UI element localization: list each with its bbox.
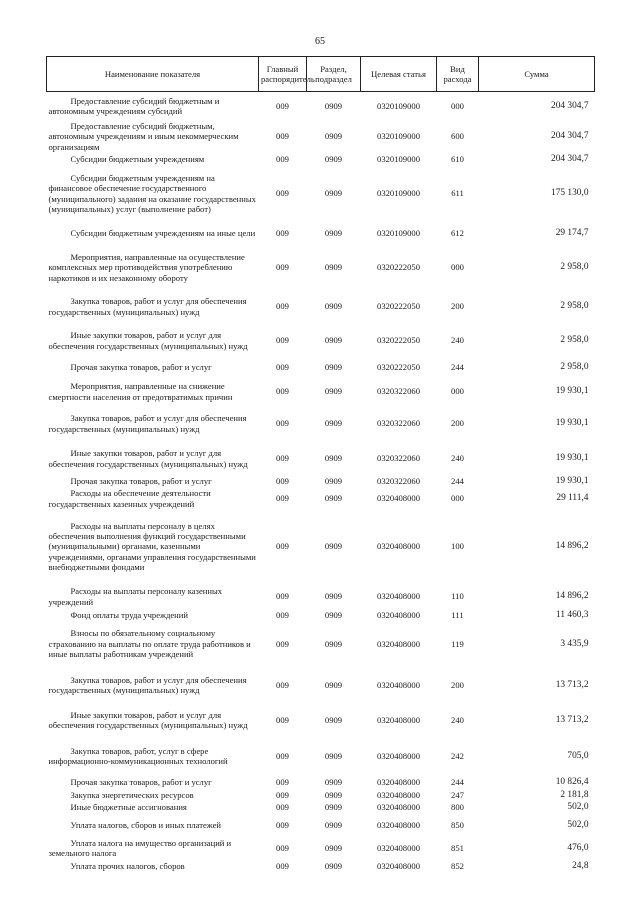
- cell-rz: 0909: [324, 418, 343, 429]
- cell-vr: 610: [451, 154, 464, 165]
- cell-sum: 19 930,1: [555, 476, 589, 487]
- cell-gr: 009: [276, 301, 289, 312]
- cell-gr: 009: [276, 493, 289, 504]
- cell-sum: 2 958,0: [560, 262, 589, 273]
- row-name-text: Закупка товаров, работ и услуг для обеспечения государственных (муниципальных) нужд: [48, 413, 247, 434]
- cell-name: [47, 166, 259, 222]
- cell-gr: 009: [276, 335, 289, 346]
- cell-rz: 0909: [324, 819, 343, 830]
- cell-sum: 14 896,2: [555, 541, 589, 552]
- table-row: [47, 610, 595, 620]
- row-name-text: Расходы на обеспечение деятельности государственных казенных учреждений: [48, 488, 211, 509]
- cell-sum: 2 958,0: [560, 362, 589, 373]
- row-name-text: Расходы на выплаты персоналу казенных учреждений: [48, 586, 223, 607]
- cell-name: [47, 610, 259, 620]
- cell-cs: 0320322060: [377, 418, 420, 429]
- cell-cs: 0320408000: [377, 789, 420, 800]
- cell-rz: 0909: [324, 714, 343, 725]
- cell-cs: 0320408000: [377, 819, 420, 830]
- cell-sum: 19 930,1: [555, 418, 589, 429]
- cell-vr: 240: [451, 453, 464, 464]
- table-row: [47, 476, 595, 488]
- cell-cs: 0320222050: [377, 362, 420, 373]
- cell-gr: 009: [276, 819, 289, 830]
- table-header: [47, 57, 595, 92]
- cell-sum: 204 304,7: [551, 100, 589, 111]
- table-row: [47, 324, 595, 358]
- cell-rz: 0909: [324, 801, 343, 812]
- cell-name: [47, 442, 259, 476]
- cell-name: [47, 92, 259, 120]
- cell-rz: 0909: [324, 228, 343, 239]
- cell-rz: 0909: [324, 860, 343, 871]
- cell-cs: 0320408000: [377, 750, 420, 761]
- cell-vr: 000: [451, 386, 464, 397]
- cell-gr: 009: [276, 100, 289, 111]
- row-name-text: Субсидии бюджетным учреждениям на иные цели: [70, 228, 256, 239]
- cell-sum: 705,0: [567, 750, 589, 761]
- cell-vr: 244: [451, 476, 464, 487]
- cell-cs: 0320408000: [377, 860, 420, 871]
- table-row: [47, 358, 595, 378]
- cell-sum: 2 181,8: [560, 789, 589, 800]
- table-row: [47, 584, 595, 610]
- table-row: [47, 378, 595, 406]
- table-row: [47, 290, 595, 324]
- cell-sum: 502,0: [567, 801, 589, 812]
- cell-gr: 009: [276, 188, 289, 199]
- cell-gr: 009: [276, 638, 289, 649]
- row-name-text: Закупка товаров, работ и услуг для обеспечения государственных (муниципальных) нужд: [48, 674, 247, 695]
- cell-cs: 0320322060: [377, 476, 420, 487]
- table-row: [47, 800, 595, 814]
- cell-name: [47, 378, 259, 406]
- cell-rz: 0909: [324, 679, 343, 690]
- cell-gr: 009: [276, 262, 289, 273]
- cell-cs: 0320408000: [377, 609, 420, 620]
- row-name-text: Иные закупки товаров, работ и услуг для обеспечения государственных (муниципальных) нужд: [48, 330, 248, 351]
- table-row: [47, 790, 595, 800]
- cell-rz: 0909: [324, 750, 343, 761]
- cell-sum: 13 713,2: [555, 679, 589, 690]
- cell-cs: 0320109000: [377, 228, 420, 239]
- row-name-text: Уплата прочих налогов, сборов: [70, 860, 185, 871]
- cell-name: [47, 476, 259, 488]
- cell-cs: 0320109000: [377, 154, 420, 165]
- cell-vr: 200: [451, 679, 464, 690]
- row-name-text: Мероприятия, направленные на осуществление комплексных мер противодействия употреблению наркотиков и их незаконному обороту: [48, 252, 245, 283]
- cell-sum: 476,0: [567, 842, 589, 853]
- column-header-vr: Вид расхода: [437, 57, 479, 92]
- cell-sum: 204 304,7: [551, 154, 589, 165]
- cell-cs: 0320408000: [377, 591, 420, 602]
- cell-cs: 0320408000: [377, 493, 420, 504]
- cell-gr: 009: [276, 714, 289, 725]
- cell-cs: 0320109000: [377, 100, 420, 111]
- column-header-gr: Главный распорядитель: [259, 57, 307, 92]
- cell-name: [47, 154, 259, 166]
- cell-vr: 200: [451, 301, 464, 312]
- cell-name: [47, 774, 259, 790]
- cell-gr: 009: [276, 609, 289, 620]
- cell-vr: 850: [451, 819, 464, 830]
- cell-gr: 009: [276, 776, 289, 787]
- cell-sum: 24,8: [572, 860, 589, 871]
- cell-gr: 009: [276, 228, 289, 239]
- cell-vr: 111: [451, 609, 464, 620]
- table-row: [47, 860, 595, 872]
- table-row: [47, 222, 595, 246]
- cell-name: [47, 860, 259, 872]
- cell-sum: 2 958,0: [560, 301, 589, 312]
- cell-vr: 600: [451, 131, 464, 142]
- table-row: [47, 488, 595, 510]
- cell-cs: 0320408000: [377, 714, 420, 725]
- table-row: [47, 738, 595, 774]
- table-row: [47, 246, 595, 290]
- cell-cs: 0320408000: [377, 842, 420, 853]
- cell-cs: 0320408000: [377, 541, 420, 552]
- cell-cs: 0320109000: [377, 188, 420, 199]
- cell-vr: 240: [451, 714, 464, 725]
- row-name-text: Прочая закупка товаров, работ и услуг: [70, 362, 212, 373]
- cell-gr: 009: [276, 860, 289, 871]
- page-number: 65: [315, 36, 325, 47]
- cell-sum: 502,0: [567, 819, 589, 830]
- cell-sum: 19 930,1: [555, 453, 589, 464]
- cell-gr: 009: [276, 801, 289, 812]
- cell-cs: 0320109000: [377, 131, 420, 142]
- cell-rz: 0909: [324, 541, 343, 552]
- cell-name: [47, 584, 259, 610]
- cell-name: [47, 836, 259, 860]
- cell-vr: 240: [451, 335, 464, 346]
- cell-sum: 14 896,2: [555, 591, 589, 602]
- cell-cs: 0320322060: [377, 453, 420, 464]
- cell-name: [47, 668, 259, 702]
- cell-vr: 110: [451, 591, 464, 602]
- cell-name: [47, 702, 259, 738]
- cell-name: [47, 222, 259, 246]
- cell-name: [47, 488, 259, 510]
- row-name-text: Иные бюджетные ассигнования: [70, 801, 187, 812]
- table-row: [47, 154, 595, 166]
- cell-rz: 0909: [324, 335, 343, 346]
- cell-vr: 119: [451, 638, 464, 649]
- table-row: [47, 774, 595, 790]
- table-row: [47, 510, 595, 584]
- row-name-text: Фонд оплаты труда учреждений: [70, 609, 188, 620]
- table-row: [47, 166, 595, 222]
- cell-sum: 13 713,2: [555, 714, 589, 725]
- cell-rz: 0909: [324, 776, 343, 787]
- table-row: [47, 442, 595, 476]
- cell-rz: 0909: [324, 154, 343, 165]
- cell-rz: 0909: [324, 362, 343, 373]
- cell-vr: 244: [451, 776, 464, 787]
- column-header-sum: Сумма: [479, 57, 595, 92]
- cell-sum: 2 958,0: [560, 335, 589, 346]
- cell-vr: 852: [451, 860, 464, 871]
- table-row: [47, 406, 595, 442]
- budget-table: [46, 56, 595, 872]
- cell-vr: 247: [451, 789, 464, 800]
- cell-gr: 009: [276, 842, 289, 853]
- cell-gr: 009: [276, 679, 289, 690]
- cell-rz: 0909: [324, 301, 343, 312]
- cell-cs: 0320322060: [377, 386, 420, 397]
- cell-gr: 009: [276, 476, 289, 487]
- row-name-text: Расходы на выплаты персоналу в целях обеспечения выполнения функций государственными (муниципальными) органами, казенными учреждениями, органами управления государственными внебюджетными фондами: [48, 520, 256, 572]
- cell-gr: 009: [276, 154, 289, 165]
- row-name-text: Закупка товаров, работ, услуг в сфере информационно-коммуникационных технологий: [48, 745, 228, 766]
- row-name-text: Уплата налогов, сборов и иных платежей: [70, 819, 222, 830]
- column-header-name: Наименование показателя: [47, 57, 259, 92]
- cell-cs: 0320222050: [377, 335, 420, 346]
- cell-sum: 11 460,3: [556, 609, 589, 620]
- cell-gr: 009: [276, 386, 289, 397]
- cell-rz: 0909: [324, 100, 343, 111]
- cell-name: [47, 324, 259, 358]
- cell-sum: 19 930,1: [555, 386, 589, 397]
- column-header-cs: Целевая статья: [361, 57, 437, 92]
- cell-vr: 851: [451, 842, 464, 853]
- cell-vr: 200: [451, 418, 464, 429]
- row-name-text: Прочая закупка товаров, работ и услуг: [70, 776, 212, 787]
- cell-sum: 3 435,9: [560, 638, 589, 649]
- row-name-text: Закупка энергетических ресурсов: [70, 789, 194, 800]
- cell-name: [47, 406, 259, 442]
- cell-name: [47, 620, 259, 668]
- table-row: [47, 92, 595, 120]
- row-name-text: Иные закупки товаров, работ и услуг для обеспечения государственных (муниципальных) нужд: [48, 448, 248, 469]
- cell-name: [47, 358, 259, 378]
- cell-name: [47, 814, 259, 836]
- table-row: [47, 702, 595, 738]
- cell-vr: 000: [451, 100, 464, 111]
- cell-vr: 000: [451, 262, 464, 273]
- row-name-text: Уплата налога на имущество организаций и земельного налога: [48, 837, 232, 858]
- cell-gr: 009: [276, 418, 289, 429]
- cell-name: [47, 290, 259, 324]
- cell-cs: 0320222050: [377, 262, 420, 273]
- cell-cs: 0320408000: [377, 679, 420, 690]
- cell-name: [47, 510, 259, 584]
- cell-sum: 10 826,4: [555, 776, 589, 787]
- cell-name: [47, 120, 259, 154]
- table-row: [47, 668, 595, 702]
- cell-rz: 0909: [324, 789, 343, 800]
- row-name-text: Взносы по обязательному социальному страхованию на выплаты по оплате труда работников и иные выплаты работникам учреждений: [48, 628, 251, 659]
- cell-rz: 0909: [324, 638, 343, 649]
- table-row: [47, 120, 595, 154]
- cell-cs: 0320408000: [377, 638, 420, 649]
- table-row: [47, 814, 595, 836]
- cell-gr: 009: [276, 750, 289, 761]
- cell-cs: 0320222050: [377, 301, 420, 312]
- cell-rz: 0909: [324, 842, 343, 853]
- cell-vr: 611: [451, 188, 464, 199]
- cell-rz: 0909: [324, 262, 343, 273]
- cell-gr: 009: [276, 789, 289, 800]
- cell-gr: 009: [276, 591, 289, 602]
- cell-name: [47, 246, 259, 290]
- cell-vr: 244: [451, 362, 464, 373]
- row-name-text: Предоставление субсидий бюджетным, автономным учреждениям и иным некоммерческим организациям: [48, 121, 239, 152]
- cell-rz: 0909: [324, 476, 343, 487]
- row-name-text: Субсидии бюджетным учреждениям на финансовое обеспечение государственного (муниципального) задания на оказание государственных (муниципальных) услуг (выполнение работ): [48, 173, 256, 214]
- cell-rz: 0909: [324, 188, 343, 199]
- row-name-text: Закупка товаров, работ и услуг для обеспечения государственных (муниципальных) нужд: [48, 296, 247, 317]
- cell-gr: 009: [276, 453, 289, 464]
- cell-sum: 29 174,7: [555, 228, 589, 239]
- cell-cs: 0320408000: [377, 776, 420, 787]
- column-header-rz: Раздел, подраздел: [307, 57, 361, 92]
- cell-cs: 0320408000: [377, 801, 420, 812]
- row-name-text: Субсидии бюджетным учреждениям: [70, 154, 205, 165]
- cell-vr: 800: [451, 801, 464, 812]
- cell-gr: 009: [276, 362, 289, 373]
- cell-rz: 0909: [324, 609, 343, 620]
- cell-vr: 242: [451, 750, 464, 761]
- cell-rz: 0909: [324, 131, 343, 142]
- cell-name: [47, 800, 259, 814]
- cell-gr: 009: [276, 131, 289, 142]
- table-row: [47, 836, 595, 860]
- row-name-text: Прочая закупка товаров, работ и услуг: [70, 476, 212, 487]
- cell-vr: 612: [451, 228, 464, 239]
- cell-rz: 0909: [324, 493, 343, 504]
- cell-rz: 0909: [324, 591, 343, 602]
- cell-gr: 009: [276, 541, 289, 552]
- cell-vr: 000: [451, 493, 464, 504]
- cell-sum: 29 111,4: [556, 493, 589, 504]
- row-name-text: Мероприятия, направленные на снижение смертности населения от предотвратимых причин: [48, 381, 233, 402]
- cell-name: [47, 738, 259, 774]
- row-name-text: Предоставление субсидий бюджетным и автономным учреждениям субсидий: [48, 95, 220, 116]
- table-row: [47, 620, 595, 668]
- cell-rz: 0909: [324, 453, 343, 464]
- cell-sum: 204 304,7: [551, 131, 589, 142]
- row-name-text: Иные закупки товаров, работ и услуг для обеспечения государственных (муниципальных) нужд: [48, 709, 248, 730]
- cell-sum: 175 130,0: [551, 188, 589, 199]
- table-body: [47, 92, 595, 872]
- cell-vr: 100: [451, 541, 464, 552]
- cell-name: [47, 790, 259, 800]
- cell-rz: 0909: [324, 386, 343, 397]
